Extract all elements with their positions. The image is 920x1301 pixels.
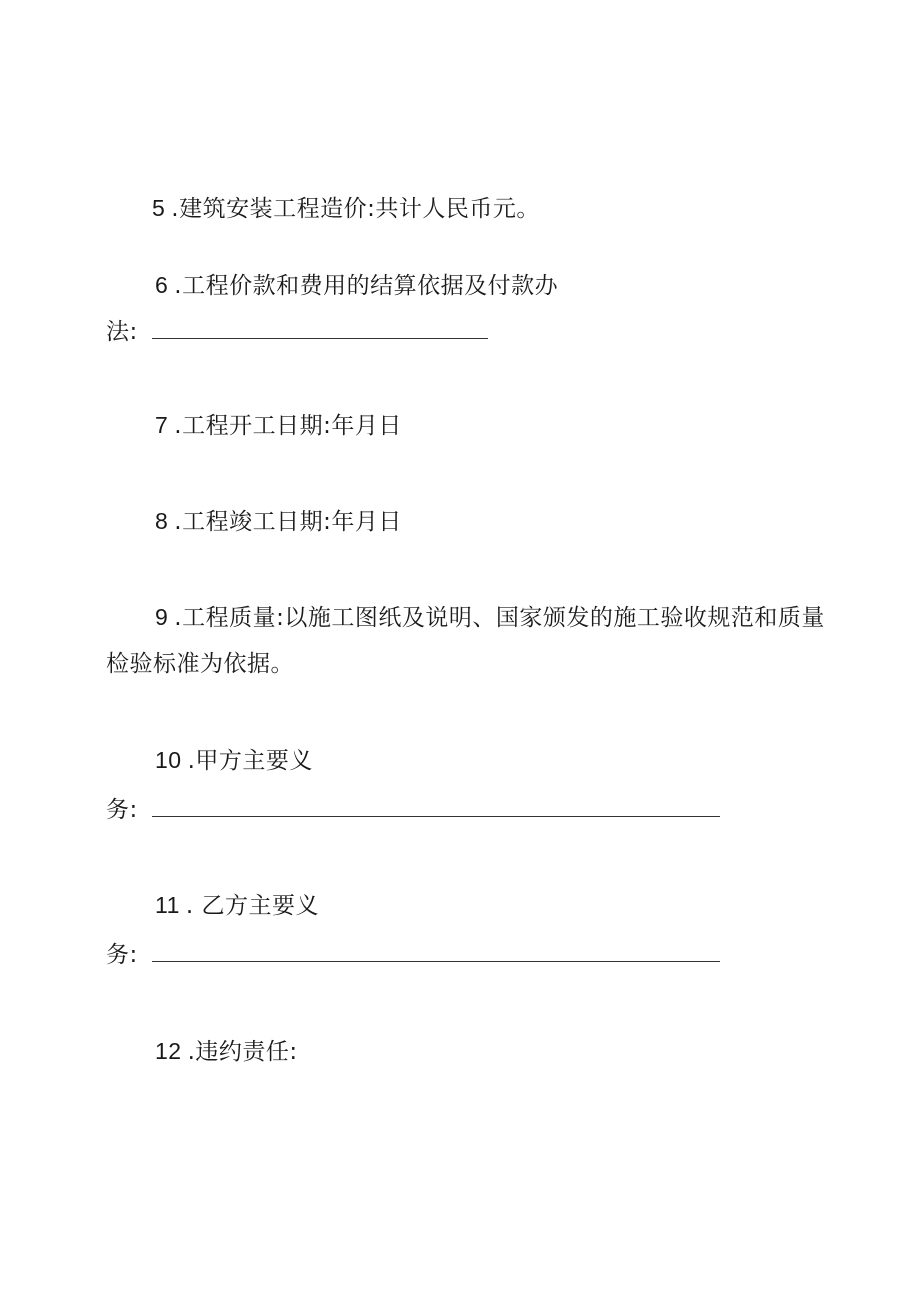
- clause-number: 6: [155, 272, 169, 298]
- clause-6: [155, 270, 558, 301]
- clause-text: .工程价款和费用的结算依据及付款办: [174, 273, 559, 299]
- clause-text: .工程质量:以施工图纸及说明、国家颁发的施工验收规范和质量: [174, 605, 825, 631]
- clause-continuation-text: 检验标准为依据。: [106, 651, 294, 677]
- clause-9: [155, 602, 825, 633]
- clause-7: [155, 410, 402, 441]
- clause-10-continuation: [106, 795, 720, 825]
- clause-number: 5: [152, 195, 166, 221]
- clause-11-continuation: [106, 940, 720, 970]
- clause-5: [152, 193, 540, 224]
- fill-in-blank-line[interactable]: [152, 320, 488, 339]
- clause-11: [155, 890, 319, 921]
- clause-text: .工程开工日期:年月日: [174, 413, 402, 439]
- clause-continuation-text: 法:: [106, 319, 138, 345]
- fill-in-blank-line[interactable]: [152, 798, 720, 817]
- clause-10: [155, 745, 313, 776]
- clause-continuation-text: 务:: [106, 942, 138, 968]
- clause-number: 12: [155, 1038, 182, 1064]
- clause-number: 10: [155, 747, 182, 773]
- clause-number: 7: [155, 412, 169, 438]
- clause-text: .工程竣工日期:年月日: [174, 509, 402, 535]
- clause-text: . 乙方主要义: [185, 893, 320, 919]
- clause-text: .甲方主要义: [187, 748, 313, 774]
- clause-12: [155, 1036, 298, 1067]
- clause-text: .建筑安装工程造价:共计人民币元。: [171, 196, 540, 222]
- clause-number: 9: [155, 604, 169, 630]
- clause-6-continuation: [106, 317, 488, 347]
- clause-text: .违约责任:: [187, 1039, 298, 1065]
- clause-8: [155, 506, 402, 537]
- clause-continuation-text: 务:: [106, 797, 138, 823]
- clause-number: 8: [155, 508, 169, 534]
- fill-in-blank-line[interactable]: [152, 943, 720, 962]
- clause-number: 11: [155, 892, 180, 918]
- clause-9-continuation: [106, 649, 294, 679]
